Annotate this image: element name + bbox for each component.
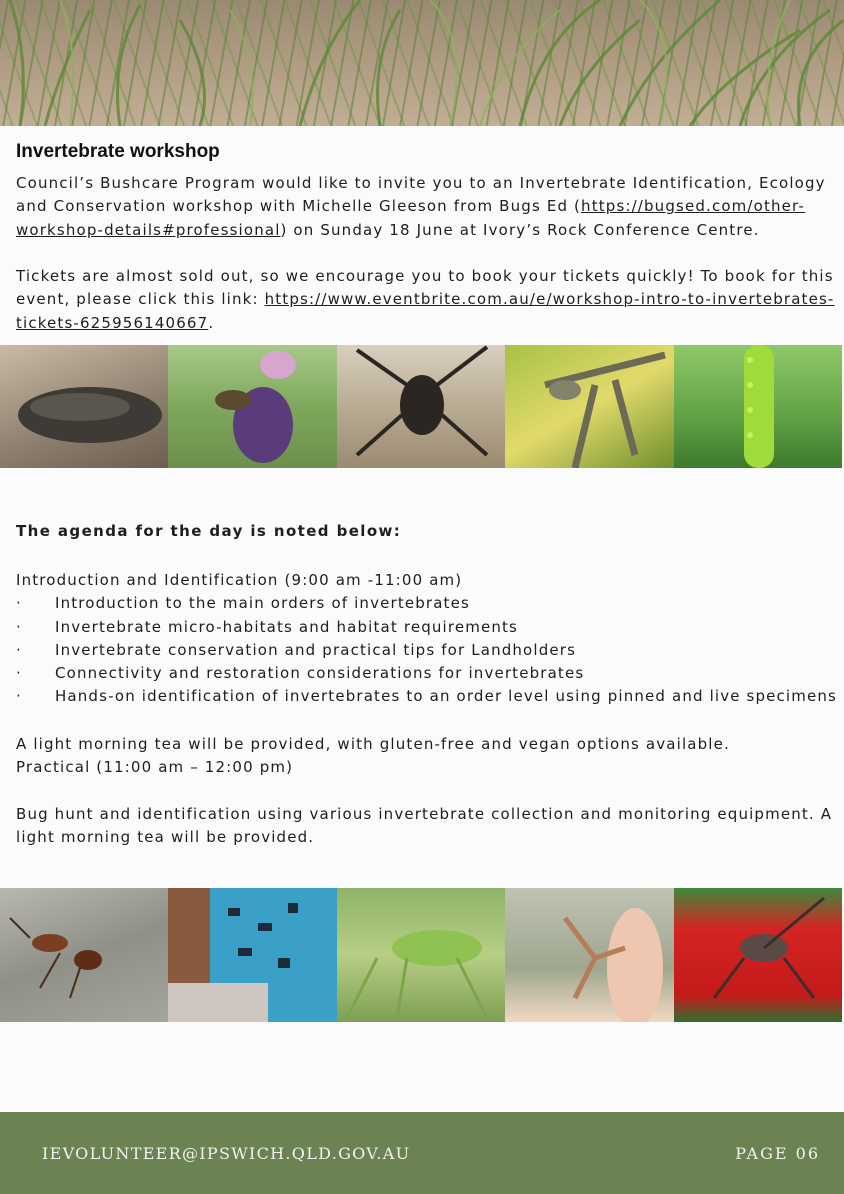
list-item <box>16 639 842 662</box>
bullet-marker: · <box>16 617 22 636</box>
cockroach-photo <box>0 345 168 468</box>
stick-mantis-photo <box>505 888 673 1022</box>
list-item-text: Invertebrate conservation and practical tips for Landholders <box>55 640 577 659</box>
tickets-text-end: . <box>208 313 215 332</box>
list-item-text: Connectivity and restoration considerations for invertebrates <box>55 664 585 683</box>
footer-bar <box>0 1112 844 1194</box>
bullet-marker: · <box>16 687 22 706</box>
practical-description <box>16 803 842 850</box>
green-caterpillar-photo <box>674 345 842 468</box>
intro-text-end: ) on Sunday 18 June at Ivory’s Rock Conference Centre. <box>280 220 760 239</box>
intro-text: Council’s Bushcare Program would like to invite you to an Invertebrate Identification, Ecology and Conservation workshop with Michelle Gleeson from Bugs Ed ( <box>16 174 826 216</box>
list-item <box>16 592 842 615</box>
tickets-text: Tickets are almost sold out, so we encourage you to book your tickets quickly! To book for this event, please click this link: <box>16 267 834 309</box>
list-item <box>16 662 842 685</box>
eventbrite-link[interactable]: https://www.eventbrite.com.au/e/workshop-intro-to-invertebrates-tickets-625956140667 <box>16 290 835 332</box>
contact-email[interactable]: IEVOLUNTEER@IPSWICH.QLD.GOV.AU <box>42 1144 411 1163</box>
agenda-list <box>16 592 842 708</box>
agenda-heading: The agenda for the day is noted below: <box>16 522 402 540</box>
page-title: Invertebrate workshop <box>16 141 220 162</box>
top-photo-strip <box>0 345 842 468</box>
katydid-photo <box>337 888 505 1022</box>
banner-grass-photo <box>0 0 844 126</box>
bullet-marker: · <box>16 594 22 613</box>
longhorn-beetle-photo <box>337 345 505 468</box>
bullet-marker: · <box>16 664 22 683</box>
session1-title: Introduction and Identification (9:00 am -11:00 am) <box>16 571 463 589</box>
list-item <box>16 685 842 708</box>
intro-paragraph <box>16 172 842 242</box>
session2-desc: Bug hunt and identification using various invertebrate collection and monitoring equipment. A light morning tea will be provided. <box>16 805 833 847</box>
page-number: PAGE 06 <box>735 1144 820 1163</box>
bullet-marker: · <box>16 640 22 659</box>
list-item-text: Hands-on identification of invertebrates to an order level using pinned and live specimens <box>55 687 838 706</box>
praying-mantis-photo <box>505 345 673 468</box>
list-item <box>16 616 842 639</box>
bug-on-red-flower-photo <box>674 888 842 1022</box>
bugsed-link[interactable]: https://bugsed.com/other-workshop-details#professional <box>16 197 805 239</box>
tea-note: A light morning tea will be provided, with gluten-free and vegan options available. <box>16 735 730 753</box>
practical-section <box>16 733 842 780</box>
list-item-text: Invertebrate micro-habitats and habitat requirements <box>55 617 518 636</box>
ant-photo <box>0 888 168 1022</box>
bottom-photo-strip <box>0 888 842 1022</box>
bee-on-flower-photo <box>168 345 336 468</box>
session2-title: Practical (11:00 am – 12:00 pm) <box>16 758 294 777</box>
list-item-text: Introduction to the main orders of invertebrates <box>55 594 470 613</box>
agenda-section <box>16 569 842 709</box>
tickets-paragraph <box>16 265 842 335</box>
pinned-specimens-photo <box>168 888 336 1022</box>
